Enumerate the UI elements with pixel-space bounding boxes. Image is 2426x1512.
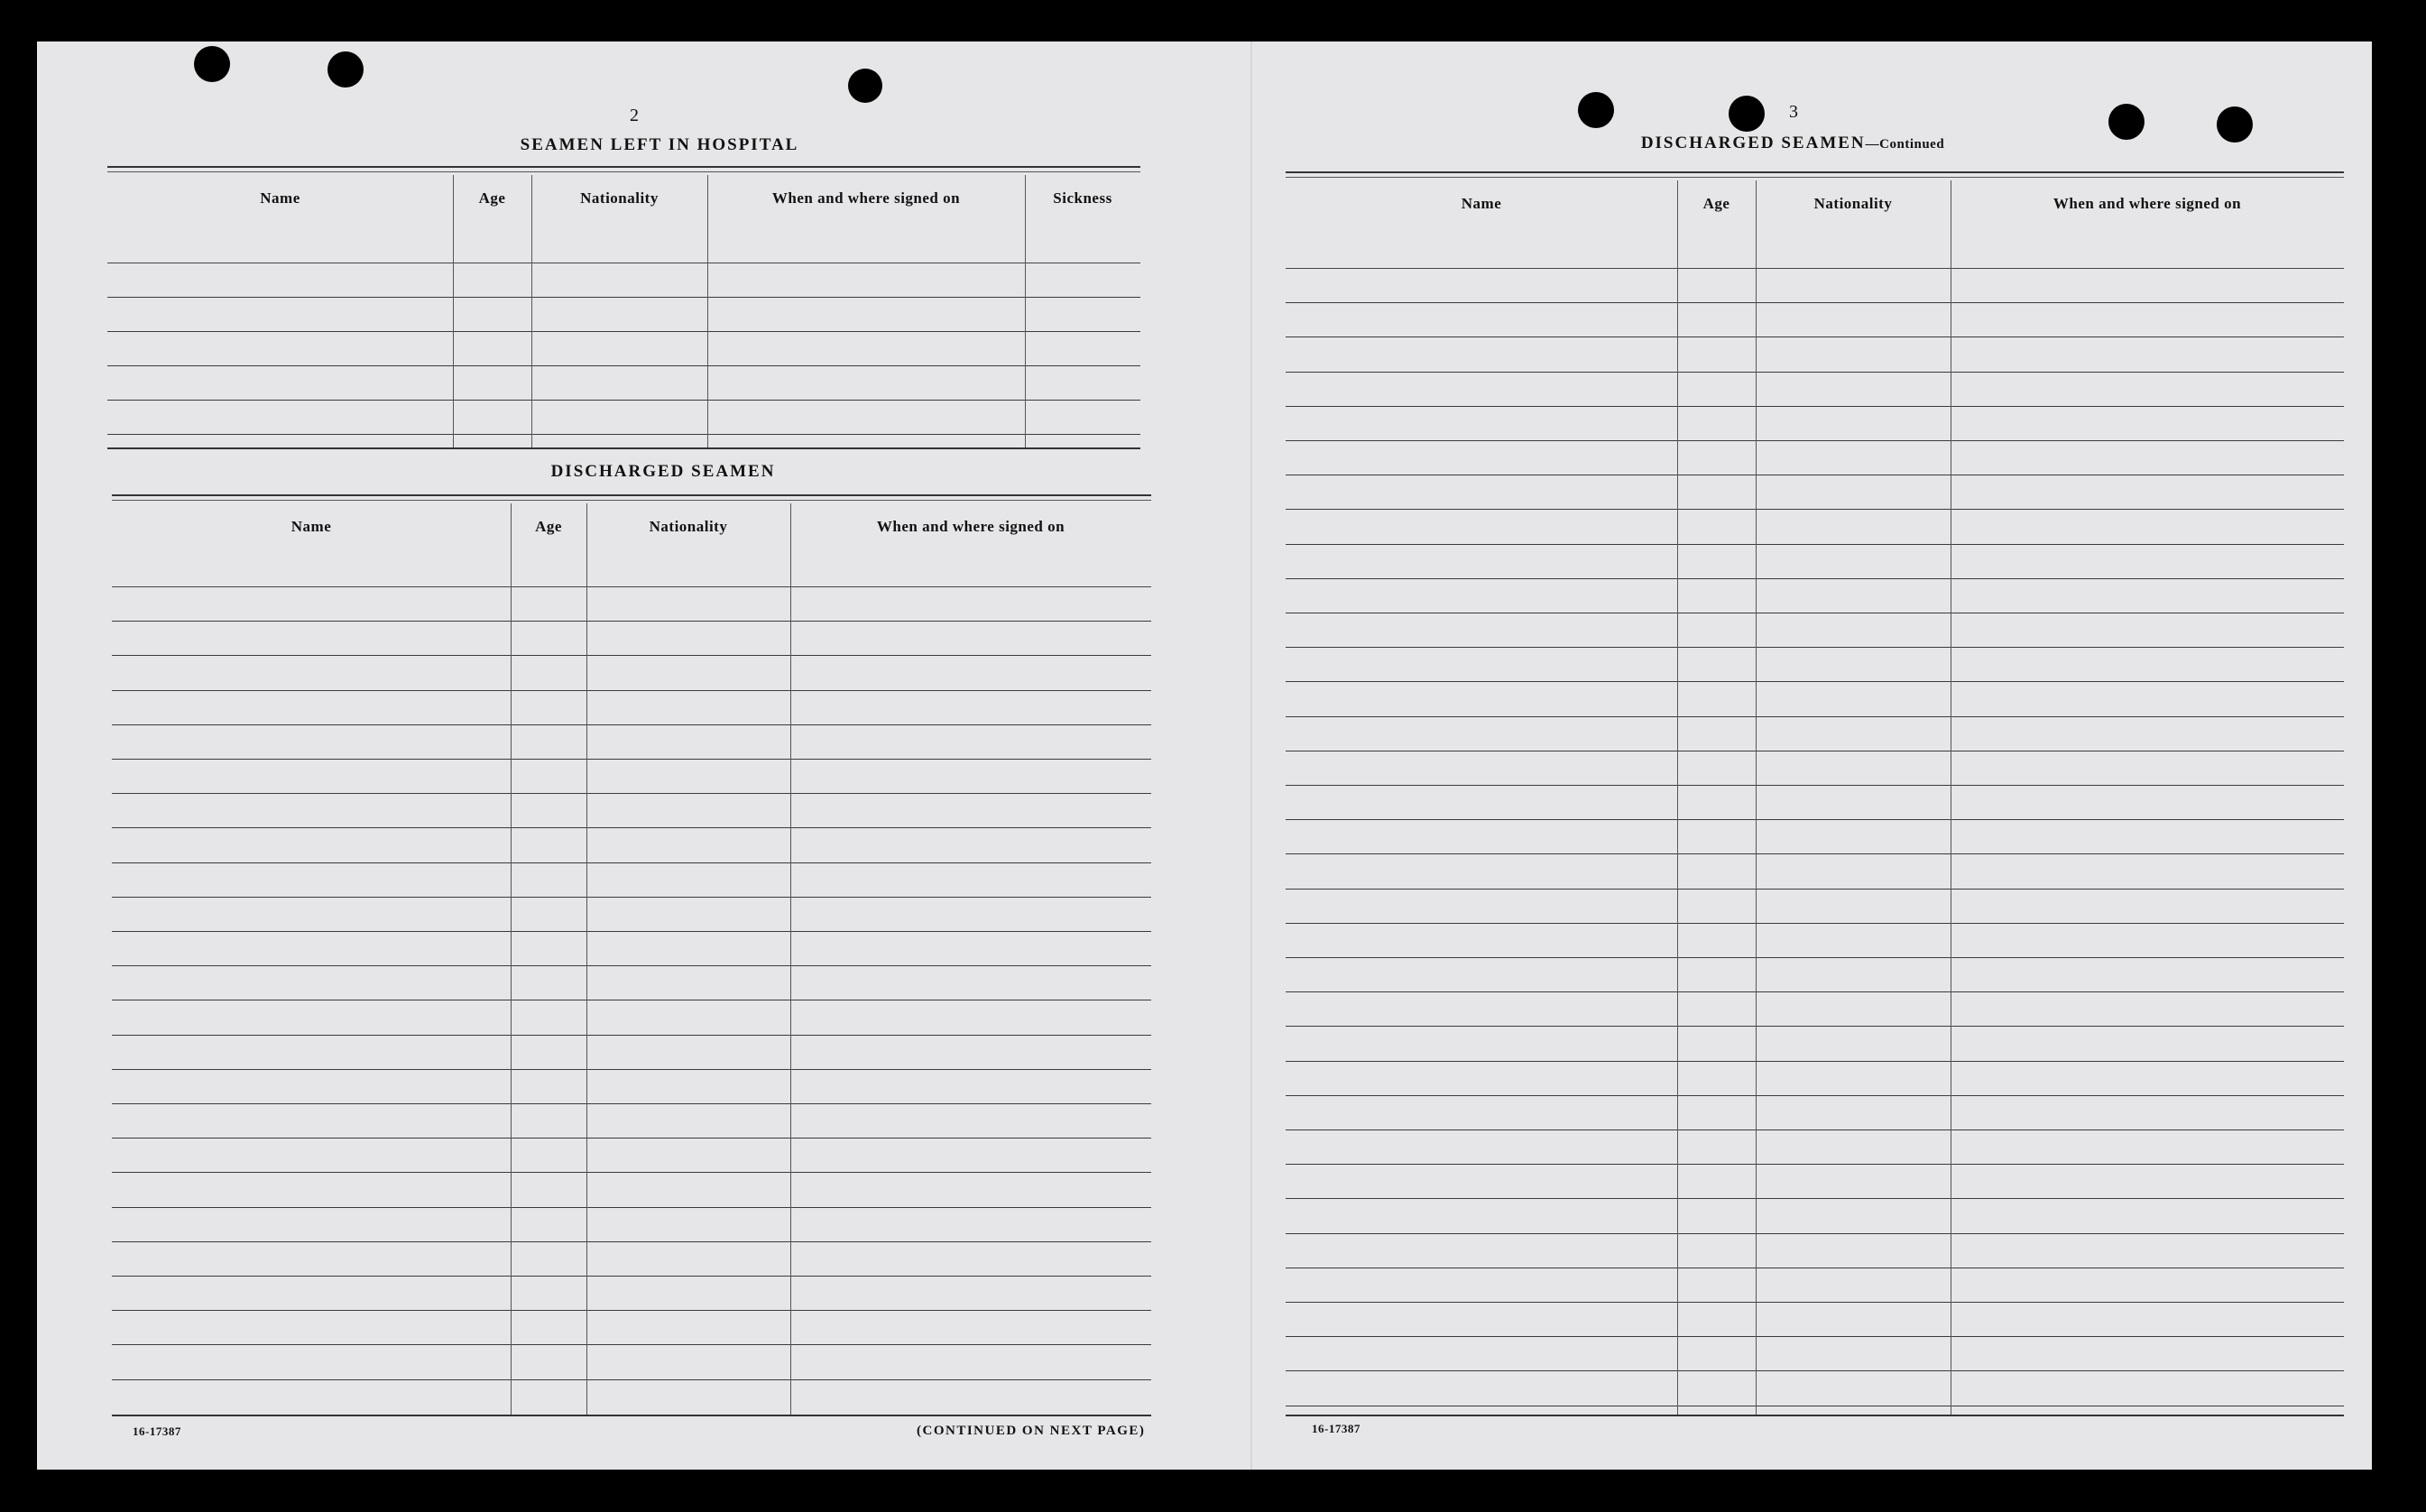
table-row-line (1286, 1233, 2344, 1234)
table-row-line (1286, 991, 2344, 992)
table-row-line (1286, 889, 2344, 890)
table-top-rule (112, 500, 1151, 501)
table-row-line (112, 1207, 1151, 1208)
table-row-line (112, 655, 1151, 656)
table-row-line (1286, 1336, 2344, 1337)
column-header: Name (291, 518, 332, 535)
table-row-line (1286, 440, 2344, 441)
hospital-table (107, 166, 1140, 449)
table-row-line (1286, 544, 2344, 545)
table-top-rule (1286, 177, 2344, 178)
page-number-right: 3 (1789, 102, 1798, 122)
right-table-title-text: DISCHARGED SEAMEN (1640, 134, 1866, 152)
table-row-line (112, 1138, 1151, 1139)
table-row-line (112, 897, 1151, 898)
table-row-line (1286, 372, 2344, 373)
hospital-table-title: SEAMEN LEFT IN HOSPITAL (520, 135, 799, 154)
table-row-line (112, 759, 1151, 760)
table-row-line (112, 1035, 1151, 1036)
table-row-line (1286, 406, 2344, 407)
continued-note: (CONTINUED ON NEXT PAGE) (917, 1424, 1146, 1438)
column-header: Age (478, 189, 506, 207)
header-rule (112, 586, 1151, 587)
column-divider (531, 175, 532, 449)
discharged-table (112, 494, 1151, 1416)
table-row-line (107, 297, 1140, 298)
discharged-table-title: DISCHARGED SEAMEN (550, 462, 776, 481)
table-row-line (112, 1276, 1151, 1277)
table-row-line (1286, 1129, 2344, 1130)
column-divider (707, 175, 708, 449)
column-divider (790, 503, 791, 1416)
right-table-title (1522, 134, 2063, 153)
table-bottom-rule (112, 1415, 1151, 1416)
column-header: Nationality (580, 189, 659, 207)
punch-hole (848, 69, 882, 103)
punch-hole (327, 51, 364, 88)
page-fold (1250, 41, 1252, 1470)
table-row-line (107, 400, 1140, 401)
table-row-line (1286, 1061, 2344, 1062)
table-bottom-rule (107, 447, 1140, 449)
table-row-line (112, 827, 1151, 828)
punch-hole (2217, 106, 2253, 143)
table-row-line (1286, 957, 2344, 958)
table-row-line (1286, 647, 2344, 648)
table-top-rule (1286, 171, 2344, 173)
table-row-line (1286, 716, 2344, 717)
table-bottom-rule (1286, 1415, 2344, 1416)
document-sheet (37, 41, 2372, 1470)
punch-hole (1729, 96, 1765, 132)
table-row-line (112, 690, 1151, 691)
table-row-line (112, 1310, 1151, 1311)
form-number-right: 16-17387 (1312, 1422, 1361, 1435)
table-row-line (112, 621, 1151, 622)
column-header: Age (1702, 195, 1730, 212)
header-rule (1286, 268, 2344, 269)
discharged-continued-table (1286, 171, 2344, 1416)
table-row-line (1286, 302, 2344, 303)
table-row-line (1286, 578, 2344, 579)
table-row-line (1286, 853, 2344, 854)
table-row-line (107, 331, 1140, 332)
table-row-line (1286, 1198, 2344, 1199)
column-header: Name (260, 189, 300, 207)
table-top-rule (107, 171, 1140, 172)
table-row-line (112, 1241, 1151, 1242)
table-row-line (112, 1172, 1151, 1173)
table-row-line (1286, 1095, 2344, 1096)
table-row-line (112, 1344, 1151, 1345)
punch-hole (194, 46, 230, 82)
column-header: Nationality (1813, 195, 1893, 212)
table-row-line (1286, 509, 2344, 510)
column-divider (1756, 180, 1757, 1416)
column-divider (1677, 180, 1678, 1416)
table-row-line (1286, 819, 2344, 820)
column-header: Nationality (649, 518, 728, 535)
table-top-rule (107, 166, 1140, 168)
column-header: Name (1461, 195, 1502, 212)
table-row-line (1286, 785, 2344, 786)
punch-hole (1578, 92, 1614, 128)
column-divider (453, 175, 454, 449)
right-table-title-suffix: —Continued (1865, 137, 1945, 152)
column-header: When and where signed on (771, 189, 961, 207)
column-header: When and where signed on (2052, 195, 2242, 212)
column-divider (511, 503, 512, 1416)
table-row-line (1286, 1164, 2344, 1165)
column-header: Age (535, 518, 562, 535)
table-row-line (112, 1069, 1151, 1070)
table-row-line (112, 965, 1151, 966)
table-row-line (112, 1103, 1151, 1104)
column-divider (1025, 175, 1026, 449)
table-row-line (1286, 1370, 2344, 1371)
column-header: When and where signed on (876, 518, 1065, 535)
page-number-left: 2 (630, 106, 639, 125)
table-row-line (112, 724, 1151, 725)
table-row-line (107, 434, 1140, 435)
column-header: Sickness (1053, 189, 1112, 207)
table-row-line (1286, 681, 2344, 682)
table-row-line (112, 1379, 1151, 1380)
table-row-line (112, 862, 1151, 863)
table-row-line (1286, 1302, 2344, 1303)
table-row-line (112, 793, 1151, 794)
punch-hole (2108, 104, 2145, 140)
column-divider (586, 503, 587, 1416)
form-number-left: 16-17387 (133, 1424, 181, 1438)
table-row-line (112, 931, 1151, 932)
table-top-rule (112, 494, 1151, 496)
table-row-line (1286, 923, 2344, 924)
table-row-line (1286, 1026, 2344, 1027)
table-row-line (107, 365, 1140, 366)
